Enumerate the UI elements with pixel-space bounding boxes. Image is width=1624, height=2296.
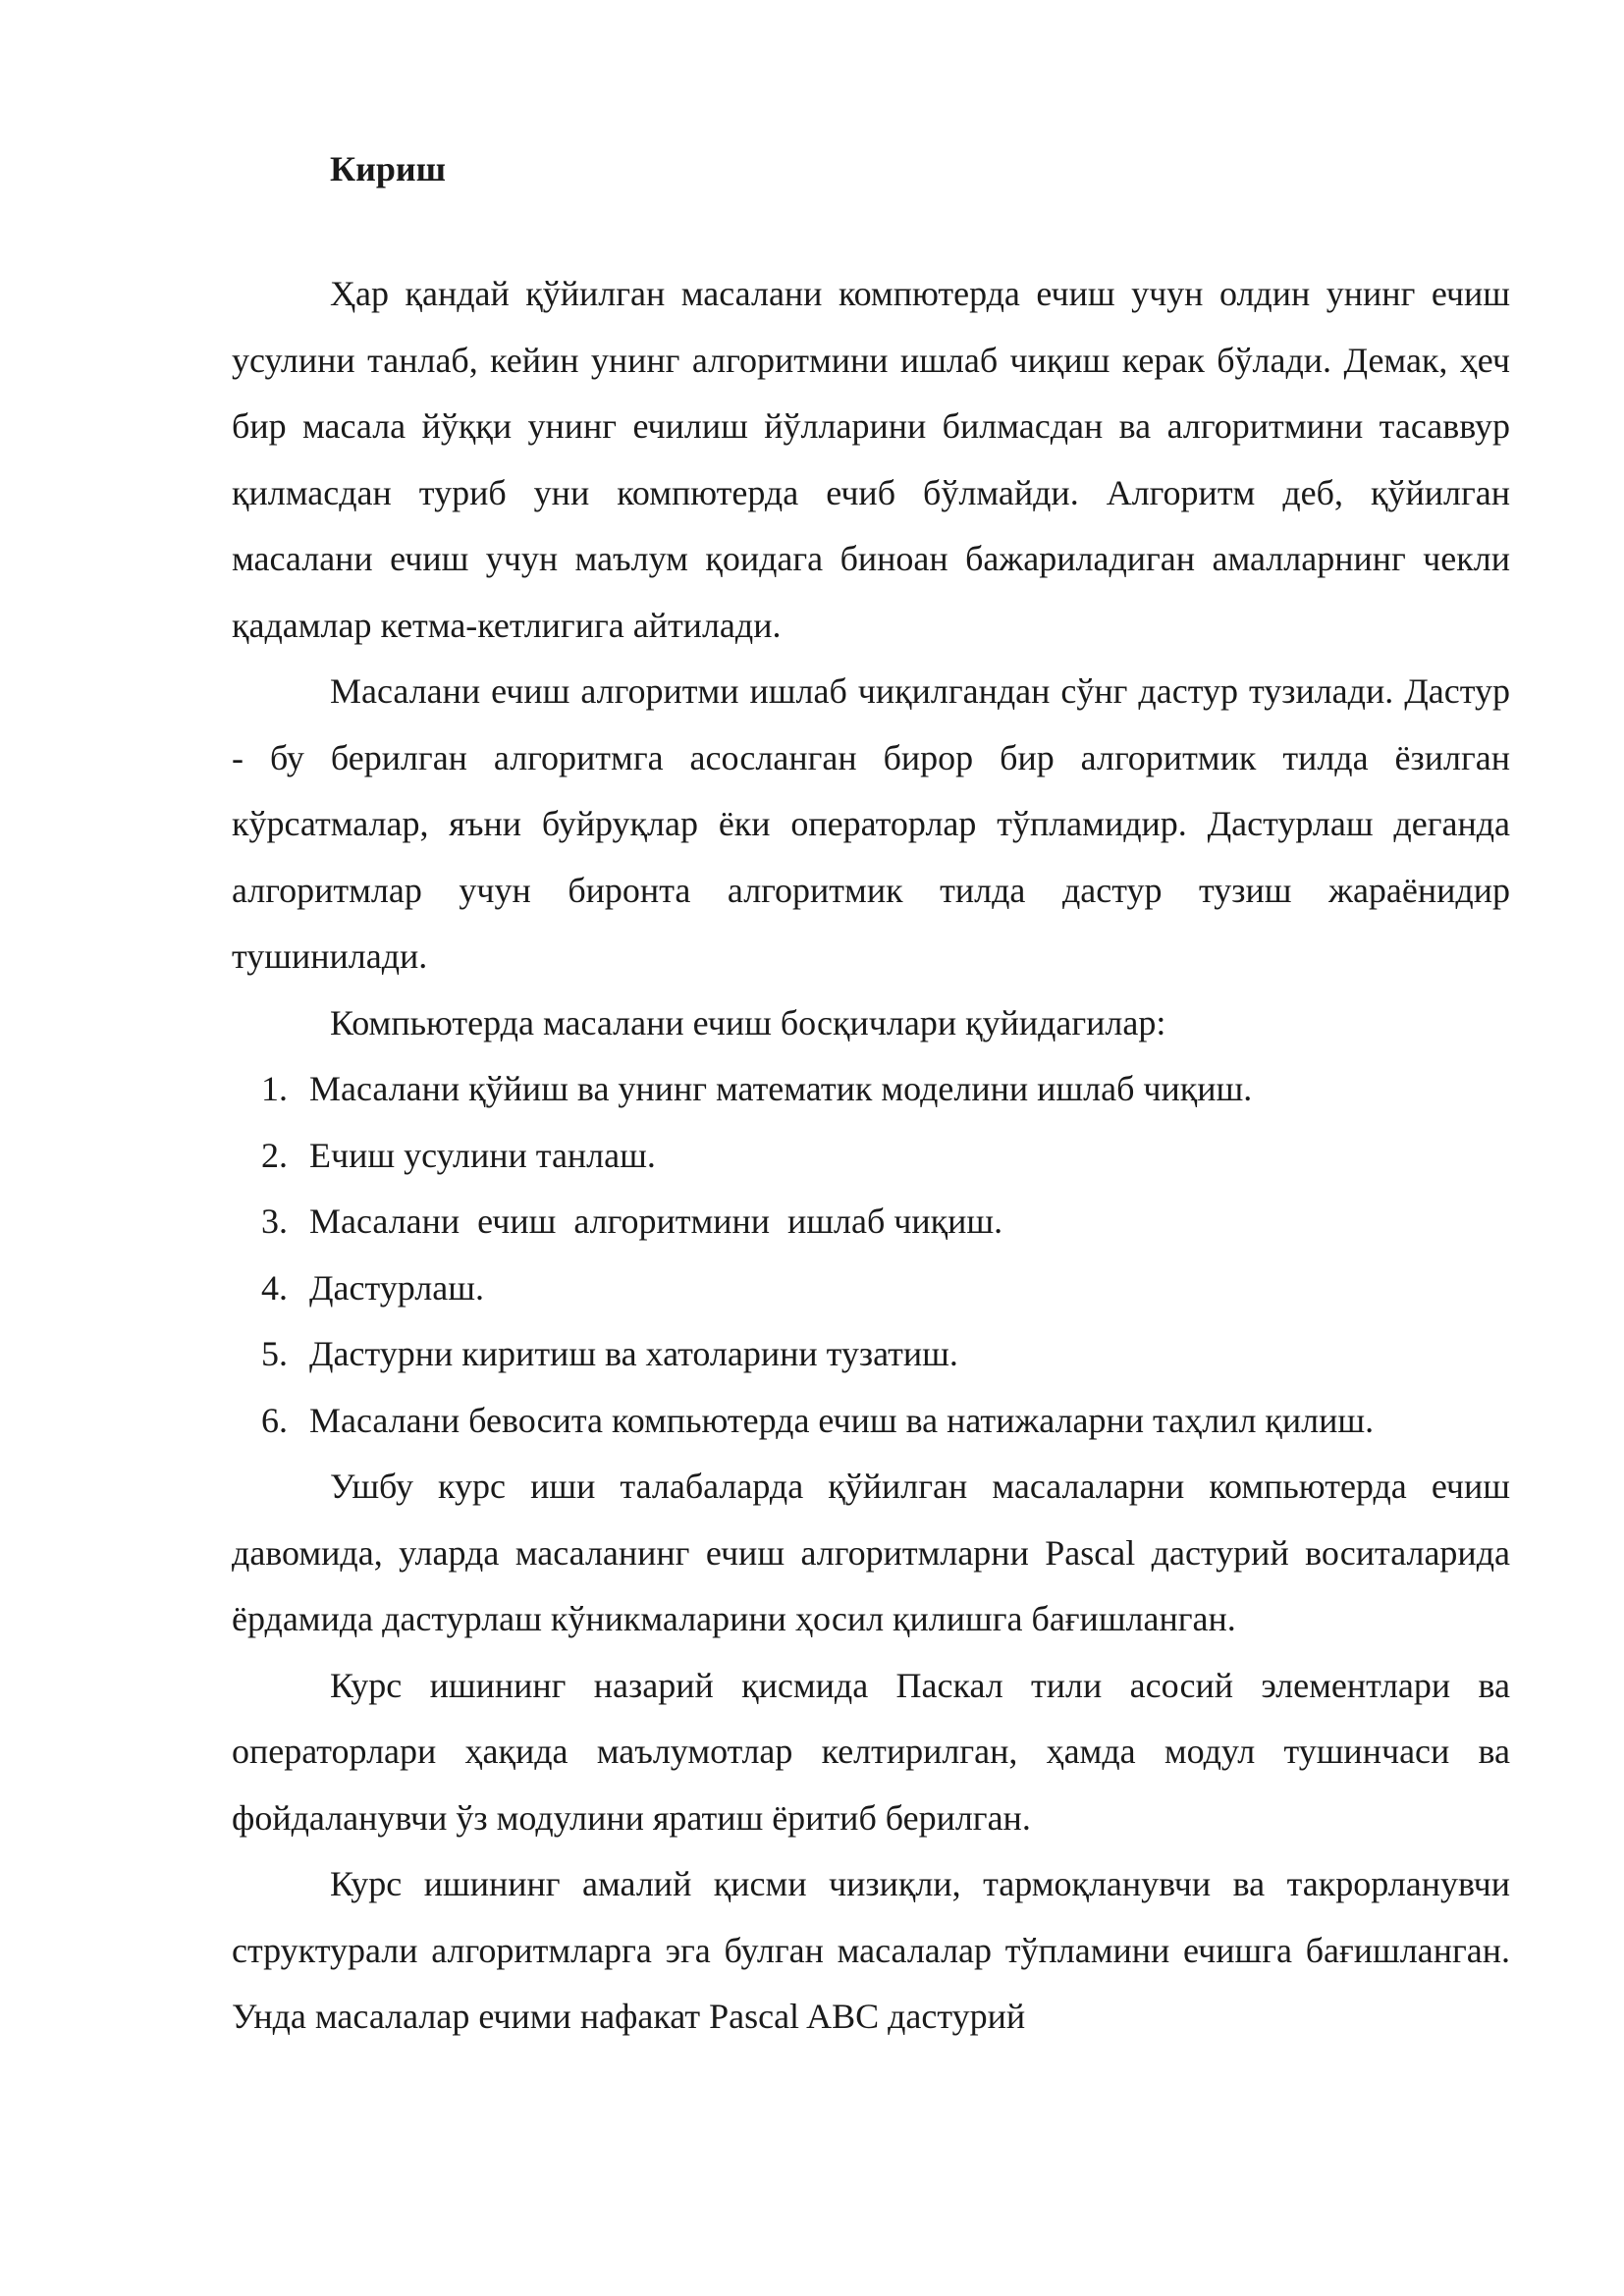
list-item: [232, 1189, 1510, 1255]
list-item: [232, 1321, 1510, 1388]
list-item-text: Ечиш усулини танлаш.: [309, 1135, 656, 1175]
paragraph-practical-part: Курс ишининг амалий қисми чизиқли, тармоқланувчи ва такрорланувчи структурали алгоритмларга эга булган масалалар тўпламини ечишга бағишланган. Унда масалалар ечими нафакат Pascal ABC дастурий: [232, 1864, 1510, 2036]
list-item-text: Масалани ечиш алгоритмини ишлаб чиқиш.: [309, 1201, 1003, 1241]
list-item-number: 1.: [261, 1069, 288, 1108]
list-item-number: 3.: [261, 1201, 288, 1241]
list-item-text: Дастурни киритиш ва хатоларини тузатиш.: [309, 1334, 958, 1373]
list-item-number: 5.: [261, 1334, 288, 1373]
paragraph-steps-lead: Компьютерда масалани ечиш босқичлари қуйидагилар:: [330, 1002, 1166, 1042]
list-item: [232, 1123, 1510, 1190]
paragraph-course-purpose: Ушбу курс иши талабаларда қўйилган масалаларни компьютерда ечиш давомида, уларда масаланинг ечиш алгоритмларни Pascal дастурий воситаларида ёрдамида дастурлаш кўникмаларини ҳосил қилишга бағишланган.: [232, 1467, 1510, 1638]
paragraph-intro: Ҳар қандай қўйилган масалани компютерда ечиш учун олдин унинг ечиш усулини танлаб, кейин унинг алгоритмини ишлаб чиқиш керак бўлади. Демак, ҳеч бир масала йўққи унинг ечилиш йўлларини билмасдан ва алгоритмини тасаввур қилмасдан туриб уни компютерда ечиб бўлмайди. Алгоритм деб, қўйилган масалани ечиш учун маълум қоидага биноан бажариладиган амалларнинг чекли қадамлар кетма-кетлигига айтилади.: [232, 274, 1510, 645]
list-item-text: Дастурлаш.: [309, 1267, 484, 1308]
list-item: [232, 1388, 1510, 1455]
steps-list: [232, 1056, 1510, 1454]
list-item-text: Масалани қўйиш ва унинг математик моделини ишлаб чиқиш.: [309, 1069, 1253, 1108]
paragraph-program-definition: Масалани ечиш алгоритми ишлаб чиқилгандан сўнг дастур тузилади. Дастур - бу берилган алгоритмга асосланган бирор бир алгоритмик тилда ёзилган кўрсатмалар, яъни буйруқлар ёки операторлар тўпламидир. Дастурлаш деганда алгоритмлар учун биронта алгоритмик тилда дастур тузиш жараёнидир тушинилади.: [232, 671, 1510, 976]
list-item: [232, 1255, 1510, 1322]
section-heading: Кириш: [330, 149, 447, 188]
list-item-number: 2.: [261, 1135, 288, 1175]
paragraph-theory-part: Курс ишининг назарий қисмида Паскал тили асосий элементлари ва операторлари ҳақида маълумотлар келтирилган, ҳамда модул тушинчаси ва фойдаланувчи ўз модулини яратиш ёритиб берилган.: [232, 1665, 1510, 1838]
list-item-text: Масалани бевосита компьютерда ечиш ва натижаларни таҳлил қилиш.: [309, 1400, 1375, 1440]
list-item-number: 4.: [261, 1267, 288, 1308]
list-item-number: 6.: [261, 1400, 288, 1440]
page-content: [232, 147, 1510, 2051]
list-item: [232, 1056, 1510, 1123]
